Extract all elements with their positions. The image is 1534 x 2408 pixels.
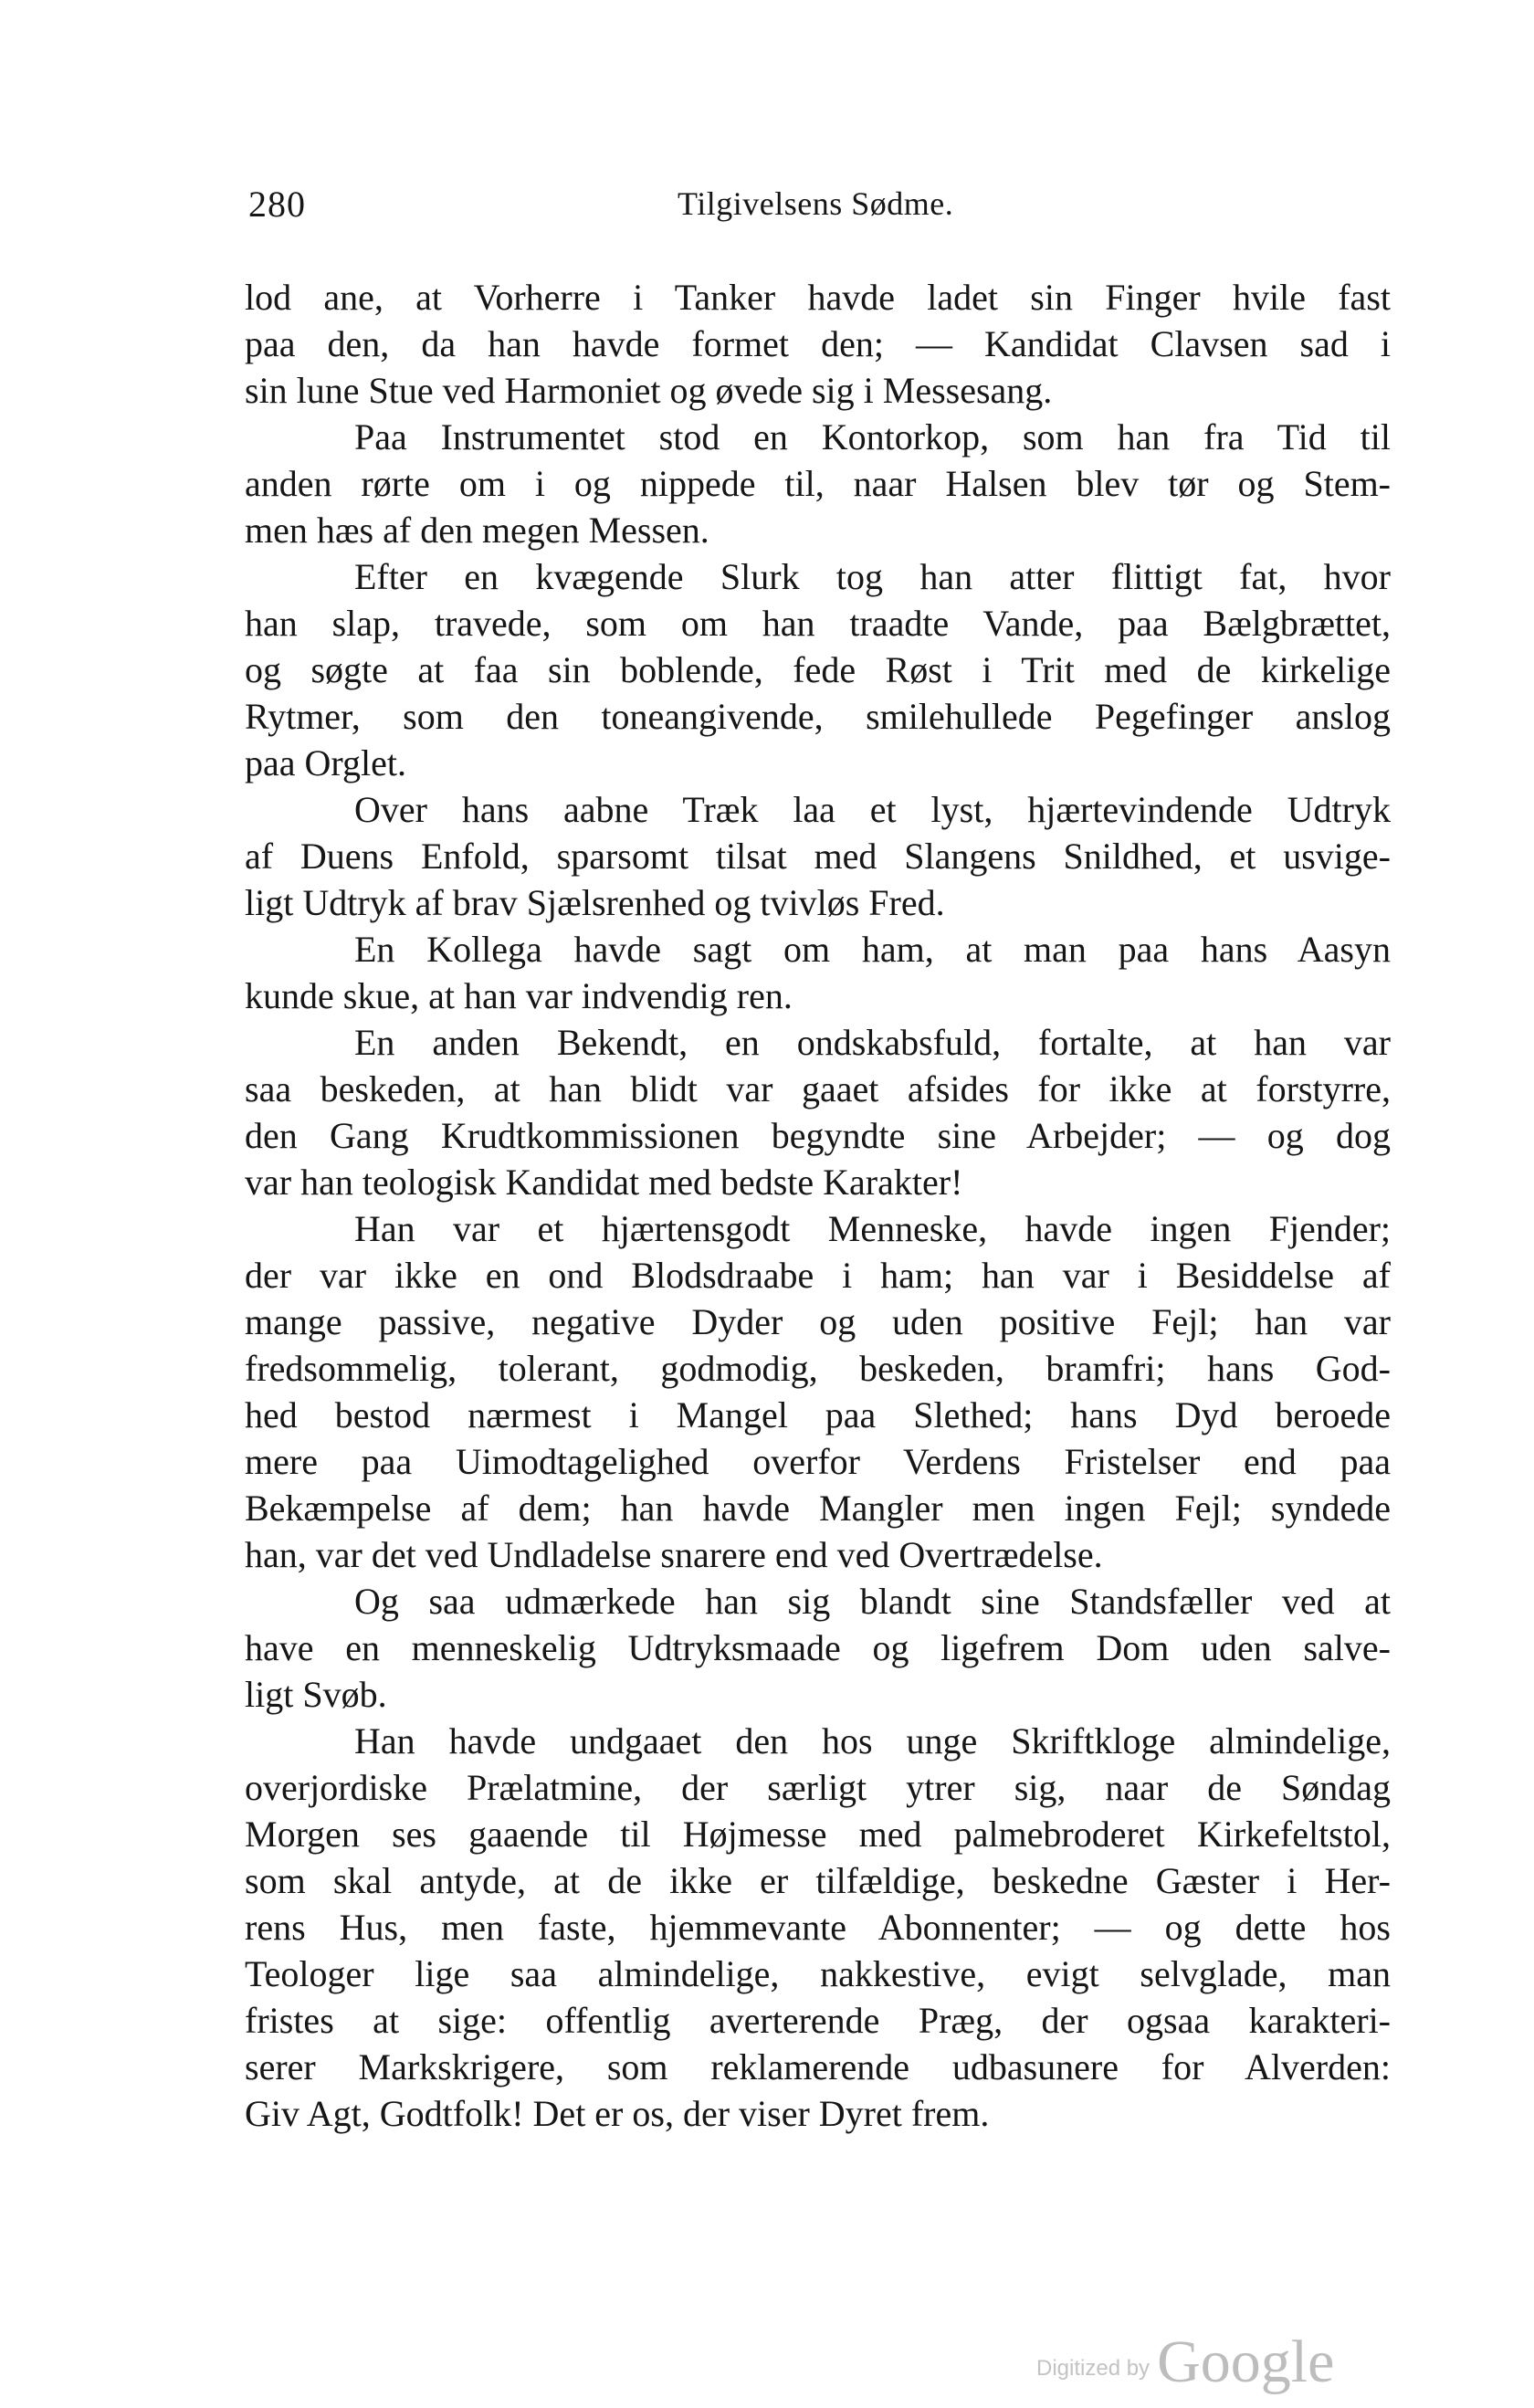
text-line: rens Hus, men faste, hjemmevante Abonnenter; — og dette hos [245,1907,1391,1948]
text-line: paa Orglet. [245,742,406,783]
text-line: der var ikke en ond Blodsdraabe i ham; han var i Besiddelse af [245,1255,1391,1296]
text-line: mange passive, negative Dyder og uden positive Fejl; han var [245,1301,1391,1342]
page-header [248,183,1390,237]
running-title: Tilgivelsens Sødme. [678,185,954,222]
text-line: Giv Agt, Godtfolk! Det er os, der viser Dyret frem. [245,2093,990,2134]
text-line: Og saa udmærkede han sig blandt sine Standsfæller ved at [354,1581,1391,1622]
text-line: og søgte at faa sin boblende, fede Røst i Trit med de kirkelige [245,649,1391,690]
page-number: 280 [248,184,306,225]
text-line: En Kollega havde sagt om ham, at man paa hans Aasyn [354,929,1391,970]
google-logo: Google [1157,2329,1335,2395]
text-line: serer Markskrigere, som reklamerende udbasunere for Alverden: [245,2046,1391,2087]
text-line: men hæs af den megen Messen. [245,510,709,551]
text-line: af Duens Enfold, sparsomt tilsat med Slangens Snildhed, et usvige- [245,836,1391,877]
text-line: den Gang Krudtkommissionen begyndte sine Arbejder; — og dog [245,1115,1391,1156]
text-line: Han var et hjærtensgodt Menneske, havde ingen Fjender; [354,1208,1391,1249]
text-line: Efter en kvægende Slurk tog han atter flittigt fat, hvor [354,556,1391,597]
text-line: Morgen ses gaaende til Højmesse med palmebroderet Kirkefeltstol, [245,1814,1391,1855]
text-line: Rytmer, som den toneangivende, smilehullede Pegefinger anslog [245,696,1391,737]
text-line: anden rørte om i og nippede til, naar Halsen blev tør og Stem- [245,463,1391,504]
text-line: overjordiske Prælatmine, der særligt ytrer sig, naar de Søndag [245,1767,1391,1808]
text-line: sin lune Stue ved Harmoniet og øvede sig i Messesang. [245,370,1053,411]
text-line: kunde skue, at han var indvendig ren. [245,975,793,1016]
text-line: Paa Instrumentet stod en Kontorkop, som han fra Tid til [354,416,1391,457]
text-line: Over hans aabne Træk laa et lyst, hjærtevindende Udtryk [354,789,1391,830]
text-line: Teologer lige saa almindelige, nakkestive, evigt selvglade, man [245,1953,1391,1994]
text-line: paa den, da han havde formet den; — Kandidat Clavsen sad i [245,323,1391,364]
text-line: Bekæmpelse af dem; han havde Mangler men ingen Fejl; syndede [245,1488,1391,1529]
text-line: mere paa Uimodtagelighed overfor Verdens Fristelser end paa [245,1441,1391,1482]
text-line: var han teologisk Kandidat med bedste Karakter! [245,1162,963,1203]
text-line: fristes at sige: offentlig averterende Præg, der ogsaa karakteri- [245,2000,1391,2041]
body-text [245,274,1391,2137]
text-line: ligt Svøb. [245,1674,387,1715]
text-line: fredsommelig, tolerant, godmodig, beskeden, bramfri; hans God- [245,1348,1391,1389]
text-line: lod ane, at Vorherre i Tanker havde ladet sin Finger hvile fast [245,277,1391,318]
text-line: Han havde undgaaet den hos unge Skriftkloge almindelige, [354,1720,1391,1761]
text-line: saa beskeden, at han blidt var gaaet afsides for ikke at forstyrre, [245,1068,1391,1109]
text-line: han slap, travede, som om han traadte Vande, paa Bælgbrættet, [245,603,1391,644]
text-line: som skal antyde, at de ikke er tilfældige, beskedne Gæster i Her- [245,1860,1391,1901]
text-line: En anden Bekendt, en ondskabsfuld, fortalte, at han var [354,1022,1391,1063]
text-line: ligt Udtryk af brav Sjælsrenhed og tvivløs Fred. [245,882,945,923]
text-line: hed bestod nærmest i Mangel paa Slethed; hans Dyd beroede [245,1394,1391,1435]
text-line: han, var det ved Undladelse snarere end ved Overtrædelse. [245,1534,1103,1575]
digitized-watermark [1036,2319,1335,2395]
watermark-prefix: Digitized by [1036,2356,1150,2381]
text-line: have en menneskelig Udtryksmaade og ligefrem Dom uden salve- [245,1627,1391,1668]
